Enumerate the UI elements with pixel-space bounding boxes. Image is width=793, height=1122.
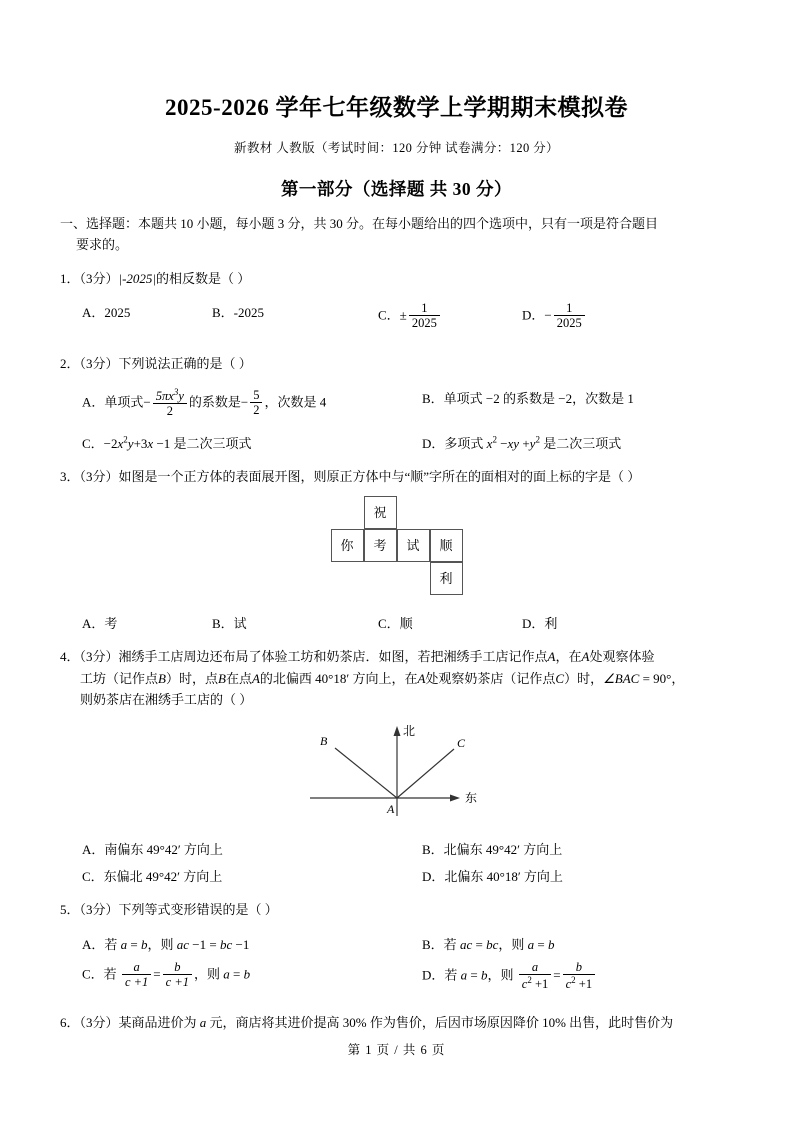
option-row xyxy=(82,381,733,426)
question-2-options xyxy=(60,375,733,453)
net-cell-1: 你 xyxy=(331,529,364,562)
question-4-option-c[interactable]: C．东偏北 49°42′ 方向上 xyxy=(82,869,223,885)
question-4 xyxy=(60,633,733,710)
section-intro xyxy=(60,201,733,255)
net-cell-bottom: 利 xyxy=(430,562,463,595)
ray-ab xyxy=(335,748,397,798)
question-3-option-c[interactable]: C．顺 xyxy=(378,616,413,632)
question-3 xyxy=(60,453,733,487)
net-cell-2: 考 xyxy=(364,529,397,562)
net-cell-top: 祝 xyxy=(364,496,397,529)
page-title: 2025-2026 学年七年级数学上学期期末模拟卷 xyxy=(165,95,628,120)
question-4-option-d[interactable]: D．北偏东 40°18′ 方向上 xyxy=(422,869,563,885)
fraction: $\frac{b}{c^2 +1}$ xyxy=(563,960,596,991)
option-row xyxy=(82,832,733,859)
question-4-option-b[interactable]: B．北偏东 49°42′ 方向上 xyxy=(422,842,563,858)
question-4-stem-line3: 则奶茶店在湘绣手工店的（ ） xyxy=(80,692,253,708)
north-label: 北 xyxy=(402,724,415,739)
net-cell-3: 试 xyxy=(397,529,430,562)
fraction: $\frac{b}{c +1}$ xyxy=(163,960,192,989)
question-3-options xyxy=(60,600,733,633)
net-cell-4: 顺 xyxy=(430,529,463,562)
east-arrowhead xyxy=(450,795,460,802)
question-6 xyxy=(60,999,733,1033)
page-footer: 第 1 页 / 共 6 页 xyxy=(347,1043,446,1057)
question-5-option-d[interactable]: D．若 a = b，则 $\frac{a}{c^2 +1}$ = $\frac{b}{c^2 +1}$ xyxy=(422,961,597,992)
question-5-stem: 5．（3分）下列等式变形错误的是（ ） xyxy=(60,902,278,918)
question-1-option-a[interactable]: A．2025 xyxy=(82,305,131,321)
option-row xyxy=(82,859,733,886)
part-heading: 第一部分（选择题 共 30 分） xyxy=(280,178,513,199)
fraction: $\frac{5\pi x^3y}{2}$ xyxy=(153,387,187,418)
question-3-stem: 3．（3分）如图是一个正方体的表面展开图，则原正方体中与“顺”字所在的面相对的面上标的字是（ ） xyxy=(60,468,641,484)
fraction: $\frac{a}{c^2 +1}$ xyxy=(519,960,552,991)
question-4-options xyxy=(60,826,733,886)
question-2-option-a[interactable]: A．单项式− $\frac{5\pi x^3y}{2}$ 的系数是− $\frac{5}{2}$ ，次数是 4 xyxy=(82,386,327,418)
option-row xyxy=(82,927,733,954)
fraction: $\frac{1}{2025}$ xyxy=(554,301,585,330)
question-4-option-a[interactable]: A．南偏东 49°42′ 方向上 xyxy=(82,842,223,858)
question-1-stem-math: |-2025| xyxy=(118,270,156,286)
question-2-option-c[interactable]: C．$-2x^2y+3x -1$ 是二次三项式 xyxy=(82,434,252,451)
question-5 xyxy=(60,886,733,920)
question-5-option-c[interactable]: C．若 $\frac{a}{c +1}$ = $\frac{b}{c +1}$ ，则 a = b xyxy=(82,959,251,989)
question-2-option-b[interactable]: B．单项式 −2 的系数是 −2，次数是 1 xyxy=(422,390,634,406)
question-1-stem: 1．（3分）|-2025|的相反数是（ ） xyxy=(60,270,251,286)
question-5-option-b[interactable]: B．若 ac = bc，则 a = b xyxy=(422,936,555,952)
section-intro-line2: 要求的。 xyxy=(76,236,129,252)
point-a-label: A xyxy=(386,802,394,817)
option-row xyxy=(82,426,733,453)
question-3-option-b[interactable]: B．试 xyxy=(212,616,247,632)
question-1-option-b[interactable]: B．-2025 xyxy=(212,305,265,321)
cube-net-figure xyxy=(60,487,733,600)
fraction: $\frac{5}{2}$ xyxy=(250,388,262,417)
question-1-options xyxy=(60,289,733,340)
question-5-options xyxy=(60,921,733,999)
north-arrowhead xyxy=(393,726,400,736)
option-row xyxy=(82,954,733,999)
fraction: $\frac{a}{c +1}$ xyxy=(122,960,151,989)
point-b-label: B xyxy=(319,734,327,749)
point-c-label: C xyxy=(456,736,465,751)
question-4-stem-line2: 工坊（记作点B）时，点B在点A的北偏西 40°18′ 方向上，在A处观察奶茶店（记作点C）时，∠BAC = 90°， xyxy=(80,670,685,686)
question-2 xyxy=(60,340,733,374)
question-2-option-d[interactable]: D．多项式 $x^2 -xy +y^2$ 是二次三项式 xyxy=(422,434,622,451)
direction-diagram xyxy=(302,716,492,821)
option-row xyxy=(82,295,733,340)
question-1-option-d[interactable]: D．− $\frac{1}{2025}$ xyxy=(522,302,587,331)
option-row xyxy=(82,606,733,633)
fraction: $\frac{1}{2025}$ xyxy=(409,301,440,330)
section-intro-line1: 一、选择题：本题共 10 小题，每小题 3 分，共 30 分。在每小题给出的四个选项中，只有一项是符合题目 xyxy=(60,215,659,231)
question-5-option-a[interactable]: A．若 a = b，则 ac −1 = bc −1 xyxy=(82,936,250,952)
question-2-stem: 2．（3分）下列说法正确的是（ ） xyxy=(60,356,252,372)
question-1-option-c[interactable]: C．± $\frac{1}{2025}$ xyxy=(378,302,442,331)
question-6-stem: 6．（3分）某商品进价为 a 元，商店将其进价提高 30% 作为售价，后因市场原因降价 10% 出售，此时售价为 xyxy=(60,1014,674,1030)
question-3-option-d[interactable]: D．利 xyxy=(522,616,558,632)
east-label: 东 xyxy=(464,791,477,806)
question-3-option-a[interactable]: A．考 xyxy=(82,616,118,632)
question-1 xyxy=(60,255,733,289)
ray-ac xyxy=(397,749,454,798)
cube-net xyxy=(331,496,463,595)
exam-subtitle: 新教材 人教版（考试时间：120 分钟 试卷满分：120 分） xyxy=(234,140,559,155)
question-4-stem-line1: 4．（3分）湘绣手工店周边还布局了体验工坊和奶茶店．如图，若把湘绣手工店记作点A，在A处观察体验 xyxy=(60,649,655,665)
compass-figure xyxy=(60,710,733,826)
